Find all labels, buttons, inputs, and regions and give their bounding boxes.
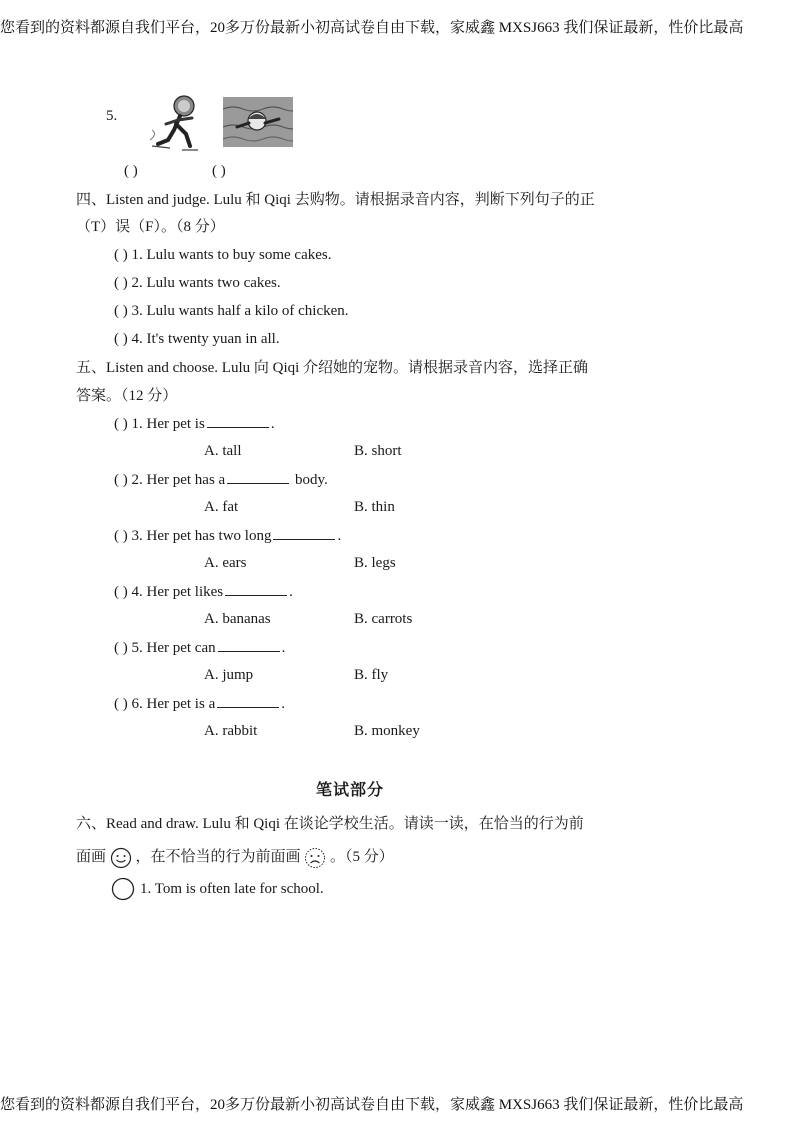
item-text: 4. It's twenty yuan in all. (131, 331, 280, 347)
option-a: A. fat (204, 499, 239, 515)
list-item (114, 301, 349, 321)
item-text-end: body. (294, 472, 328, 488)
answer-paren[interactable]: ( ) (114, 528, 128, 544)
question-5-number: 5. (106, 108, 118, 124)
option-a: A. rabbit (204, 723, 258, 739)
option-a: A. bananas (204, 611, 271, 627)
section-4-heading: 四、Listen and judge. Lulu 和 Qiqi 去购物。请根据录音内容，判断下列句子的正 (76, 192, 595, 208)
item-text: 4. Her pet likes (131, 584, 224, 600)
item-text: 1. Lulu wants to buy some cakes. (131, 247, 332, 263)
answer-paren[interactable]: ( ) (114, 696, 128, 712)
item-text: 1. Her pet is (131, 416, 205, 432)
answer-blank[interactable] (273, 525, 335, 540)
sad-face-icon (304, 847, 326, 869)
item-text-end: . (281, 640, 286, 656)
swimmer-picture (223, 97, 293, 152)
answer-paren[interactable]: ( ) (114, 416, 128, 432)
option-a: A. jump (204, 667, 254, 683)
item-text: 6. Her pet is a (131, 696, 216, 712)
draw-face-circle[interactable] (111, 877, 133, 899)
empty-circle-icon (111, 877, 135, 901)
answer-paren[interactable]: ( ) (114, 247, 128, 263)
answer-blank[interactable] (225, 581, 287, 596)
option-b: B. thin (354, 499, 395, 515)
answer-paren[interactable]: ( ) (114, 640, 128, 656)
answer-paren-5a[interactable]: ( ) (124, 163, 138, 179)
item-text: 2. Lulu wants two cakes. (131, 275, 281, 291)
list-item (114, 469, 328, 490)
answer-paren[interactable]: ( ) (114, 331, 128, 347)
option-b: B. legs (354, 555, 396, 571)
heading-text: 。（5 分） (330, 849, 394, 865)
smiley-face-icon (110, 847, 132, 869)
list-item (114, 581, 293, 602)
written-section-title: 笔试部分 (316, 782, 385, 799)
option-b: B. fly (354, 667, 389, 683)
section-6-heading: 六、Read and draw. Lulu 和 Qiqi 在谈论学校生活。请读一读，在恰当的行为前 (76, 816, 584, 832)
section-5-heading: 五、Listen and choose. Lulu 向 Qiqi 介绍她的宠物。请根据录音内容，选择正确 (76, 360, 589, 376)
list-item (114, 525, 341, 546)
list-item (114, 245, 331, 265)
list-item (114, 637, 285, 658)
section-6-heading-cont (76, 846, 394, 869)
item-text-end: . (270, 416, 275, 432)
option-a: A. tall (204, 443, 242, 459)
item-text: 2. Her pet has a (131, 472, 226, 488)
answer-blank[interactable] (207, 413, 269, 428)
section-6-item-1: 1. Tom is often late for school. (140, 881, 324, 897)
option-b: B. monkey (354, 723, 420, 739)
bottom-banner: 您看到的资料都源自我们平台，20多万份最新小初高试卷自由下载，家威鑫 MXSJ663 我们保证最新，性价比最高 (0, 1097, 744, 1113)
answer-paren-5b[interactable]: ( ) (212, 163, 226, 179)
skating-boy-icon (148, 94, 204, 154)
list-item (114, 329, 280, 349)
swimming-boy-icon (223, 97, 293, 147)
section-5-heading-cont: 答案。（12 分） (76, 388, 178, 404)
section-4-heading-cont: （T）误（F）。（8 分） (76, 219, 225, 235)
answer-blank[interactable] (227, 469, 289, 484)
list-item (114, 273, 281, 293)
item-text: 3. Lulu wants half a kilo of chicken. (131, 303, 349, 319)
item-text: 3. Her pet has two long (131, 528, 272, 544)
skater-picture (148, 94, 204, 159)
item-text-end: . (289, 584, 293, 600)
heading-text: ，在不恰当的行为前面画 (135, 849, 301, 865)
answer-paren[interactable]: ( ) (114, 275, 128, 291)
option-b: B. short (354, 443, 402, 459)
item-text: 5. Her pet can (131, 640, 216, 656)
list-item (114, 693, 285, 714)
item-text-end: . (281, 696, 285, 712)
answer-blank[interactable] (218, 637, 280, 652)
option-b: B. carrots (354, 611, 413, 627)
answer-paren[interactable]: ( ) (114, 303, 128, 319)
option-a: A. ears (204, 555, 247, 571)
answer-paren[interactable]: ( ) (114, 472, 128, 488)
item-text-end: . (337, 528, 342, 544)
heading-text: 面画 (76, 849, 107, 865)
top-banner: 您看到的资料都源自我们平台，20多万份最新小初高试卷自由下载，家威鑫 MXSJ663 我们保证最新，性价比最高 (0, 20, 744, 36)
list-item (114, 413, 275, 434)
answer-paren[interactable]: ( ) (114, 584, 128, 600)
answer-blank[interactable] (217, 693, 279, 708)
